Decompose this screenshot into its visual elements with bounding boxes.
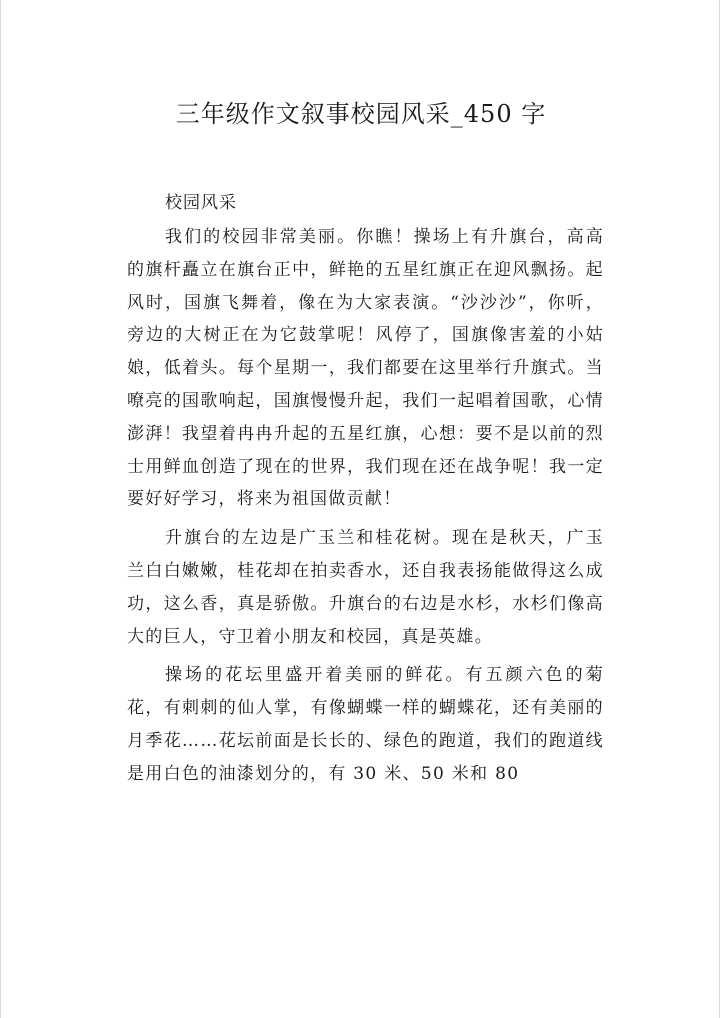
paragraph-3: 操场的花坛里盛开着美丽的鲜花。有五颜六色的菊花，有刺刺的仙人掌，有像蝴蝶一样的蝴蝶花，还有美丽的月季花……花坛前面是长长的、绿色的跑道，我们的跑道线是用白色的油漆划分的，有 30 米、50 米和 80: [127, 665, 604, 784]
document-body: [127, 187, 604, 791]
paragraph-1: 我们的校园非常美丽。你瞧！操场上有升旗台，高高的旗杆矗立在旗台正中，鲜艳的五星红旗正在迎风飘扬。起风时，国旗飞舞着，像在为大家表演。“沙沙沙”，你听，旁边的大树正在为它鼓掌呢！风停了，国旗像害羞的小姑娘，低着头。每个星期一，我们都要在这里举行升旗式。当嘹亮的国歌响起，国旗慢慢升起，我们一起唱着国歌，心情澎湃！我望着冉冉升起的五星红旗，心想：要不是以前的烈士用鲜血创造了现在的世界，我们现在还在战争呢！我一定要好好学习，将来为祖国做贡献！: [127, 227, 604, 510]
document-title: 三年级作文叙事校园风采_450 字: [175, 100, 547, 128]
essay-subtitle: 校园风采: [165, 193, 237, 213]
paragraph-2: 升旗台的左边是广玉兰和桂花树。现在是秋天，广玉兰白白嫩嫩，桂花却在拍卖香水，还自我表扬能做得这么成功，这么香，真是骄傲。升旗台的右边是水杉，水杉们像高大的巨人，守卫着小朋友和校园，真是英雄。: [127, 528, 604, 647]
